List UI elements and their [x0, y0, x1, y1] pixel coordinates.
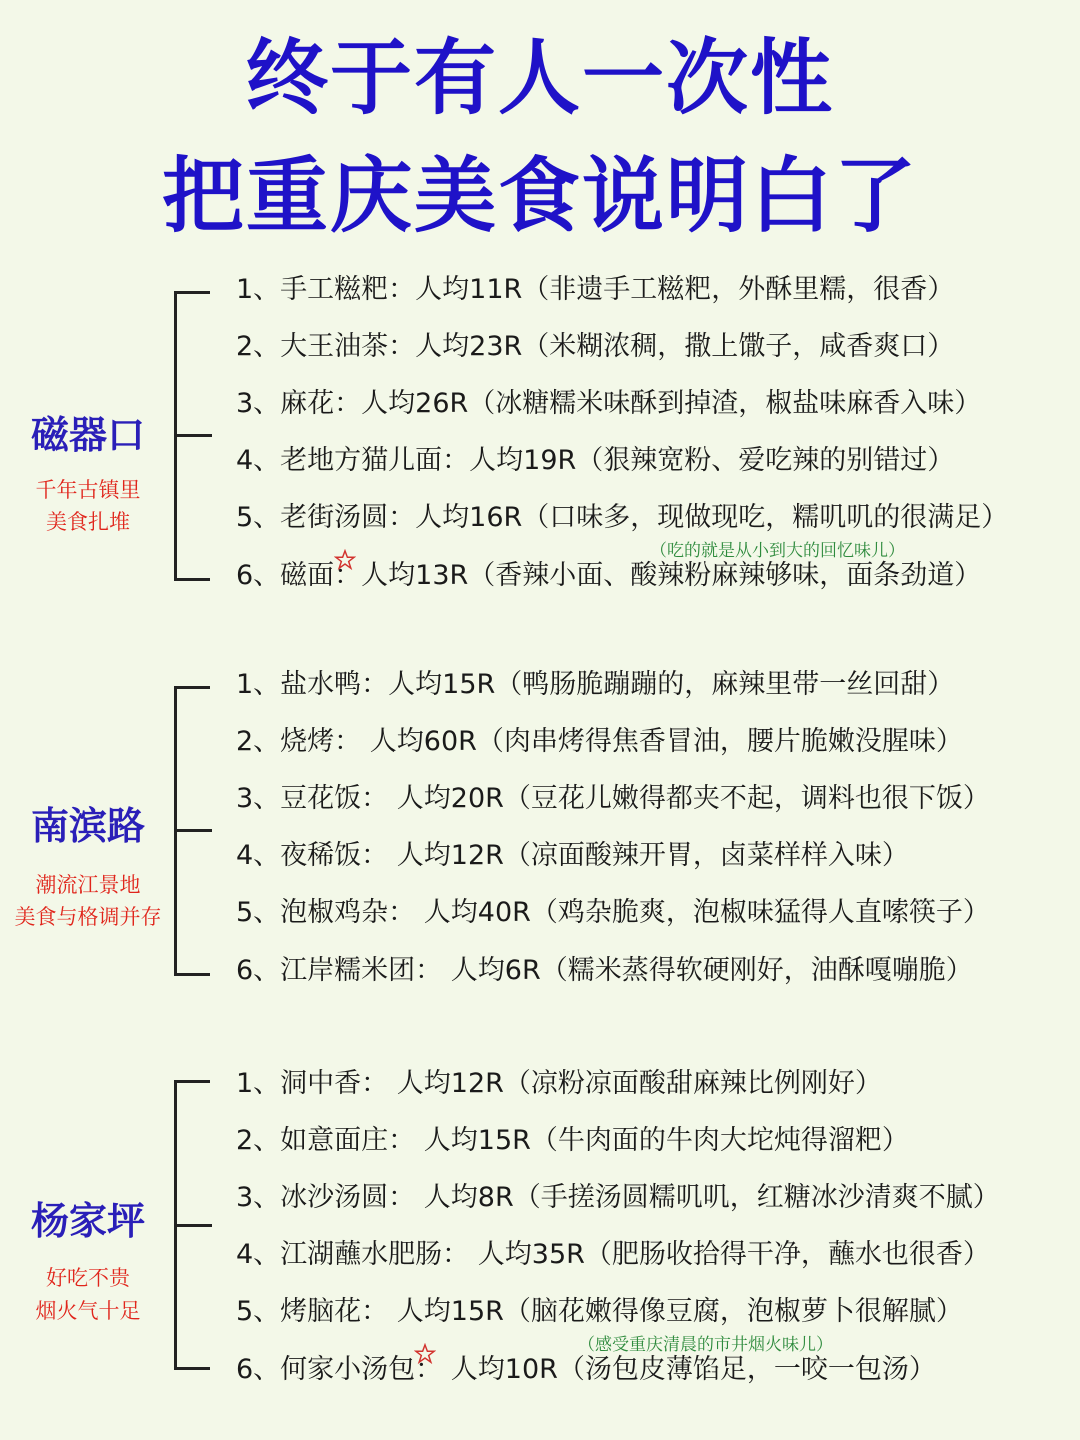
area-subtitle-line-2: 美食与格调并存	[14, 905, 162, 929]
area-name: 杨家坪	[30, 1199, 145, 1243]
bracket-midline	[174, 434, 212, 437]
star-mark-icon	[414, 1343, 436, 1365]
recommendation-note: （吃的就是从小到大的回忆味儿）	[650, 541, 905, 561]
bracket-midline	[174, 829, 212, 832]
title-line-1: 终于有人一次性	[245, 31, 834, 126]
list-item: 4、江湖蘸水肥肠： 人均35R（肥肠收拾得干净，蘸水也很香）	[236, 1239, 990, 1270]
recommendation-note: （感受重庆清晨的市井烟火味儿）	[578, 1335, 833, 1355]
list-item: 2、大王油茶：人均23R（米糊浓稠，撒上馓子，咸香爽口）	[236, 331, 955, 362]
list-item: 3、麻花：人均26R（冰糖糯米味酥到掉渣，椒盐味麻香入味）	[236, 388, 982, 419]
list-item: 5、泡椒鸡杂： 人均40R（鸡杂脆爽，泡椒味猛得人直嗦筷子）	[236, 897, 990, 928]
list-item: 3、豆花饭： 人均20R（豆花儿嫩得都夹不起，调料也很下饭）	[236, 783, 990, 814]
list-item: 6、何家小汤包： 人均10R（汤包皮薄馅足，一咬一包汤）	[236, 1354, 936, 1385]
list-item: 2、如意面庄： 人均15R（牛肉面的牛肉大坨炖得溜粑）	[236, 1125, 909, 1156]
area-subtitle-line-2: 美食扎堆	[46, 510, 130, 534]
star-mark-icon	[334, 549, 356, 571]
list-item: 4、夜稀饭： 人均12R（凉面酸辣开胃，卤菜样样入味）	[236, 840, 909, 871]
list-item: 6、江岸糯米团： 人均6R（糯米蒸得软硬刚好，油酥嘎嘣脆）	[236, 955, 973, 986]
list-item: 1、洞中香： 人均12R（凉粉凉面酸甜麻辣比例刚好）	[236, 1068, 882, 1099]
area-name: 磁器口	[30, 413, 145, 457]
list-item: 4、老地方猫儿面：人均19R（狠辣宽粉、爱吃辣的别错过）	[236, 445, 955, 476]
area-subtitle-line-1: 好吃不贵	[46, 1266, 130, 1290]
list-item: 3、冰沙汤圆： 人均8R（手搓汤圆糯叽叽，红糖冰沙清爽不腻）	[236, 1182, 1000, 1213]
bracket-midline	[174, 1224, 212, 1227]
list-item: 5、烤脑花： 人均15R（脑花嫩得像豆腐，泡椒萝卜很解腻）	[236, 1296, 963, 1327]
area-subtitle-line-2: 烟火气十足	[35, 1299, 141, 1323]
list-item: 6、磁面：人均13R（香辣小面、酸辣粉麻辣够味，面条劲道）	[236, 560, 982, 591]
list-item: 1、盐水鸭：人均15R（鸭肠脆蹦蹦的，麻辣里带一丝回甜）	[236, 669, 955, 700]
title-line-2: 把重庆美食说明白了	[161, 149, 918, 244]
list-item: 2、烧烤： 人均60R（肉串烤得焦香冒油，腰片脆嫩没腥味）	[236, 726, 963, 757]
area-subtitle-line-1: 千年古镇里	[35, 478, 141, 502]
list-item: 5、老街汤圆：人均16R（口味多，现做现吃，糯叽叽的很满足）	[236, 502, 1009, 533]
list-item: 1、手工糍粑：人均11R（非遗手工糍粑，外酥里糯，很香）	[236, 274, 955, 305]
area-subtitle-line-1: 潮流江景地	[35, 873, 141, 897]
area-name: 南滨路	[30, 804, 145, 848]
